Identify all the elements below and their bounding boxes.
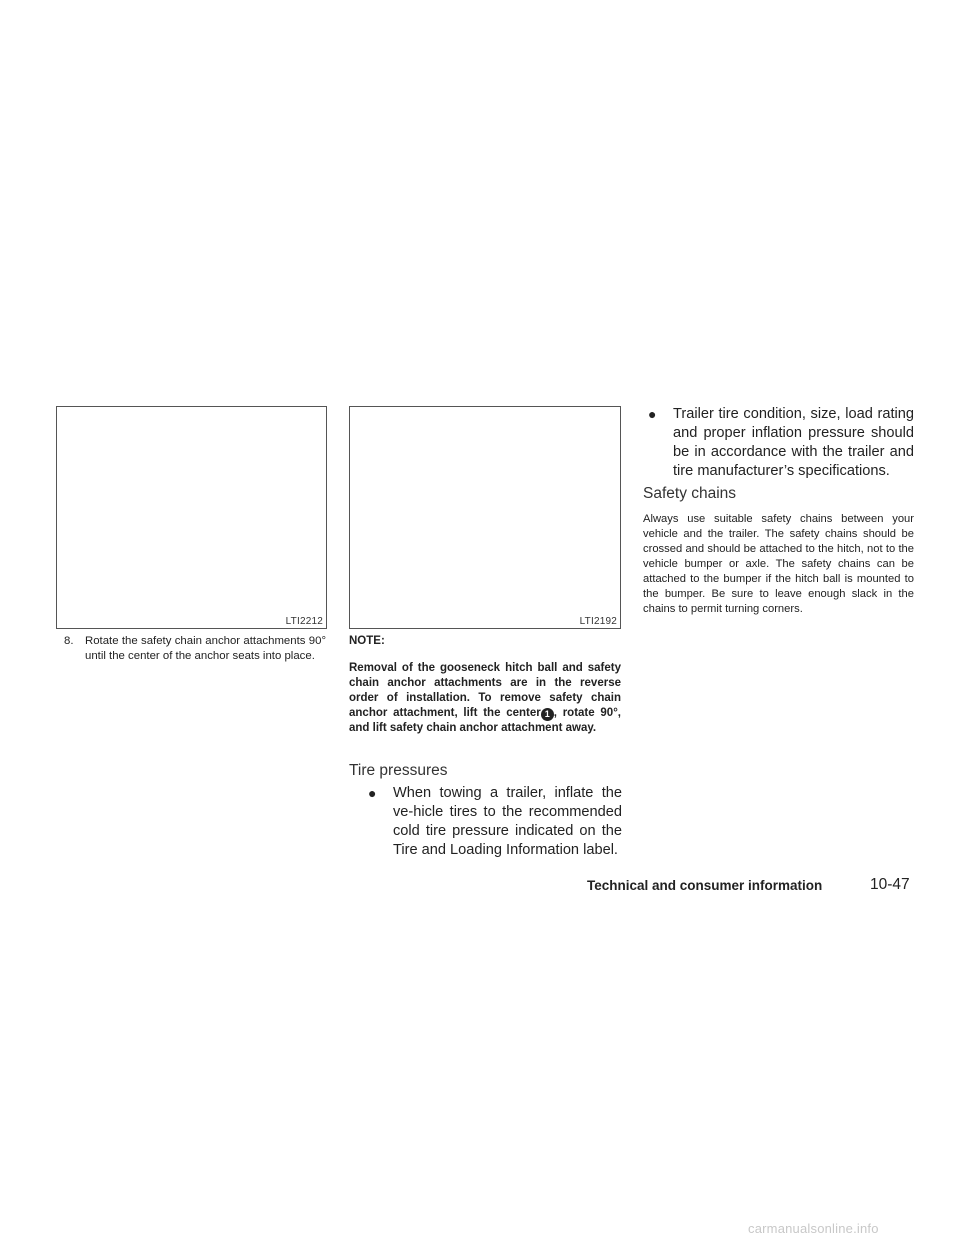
note-text-before: Removal of the gooseneck hitch ball and safety chain anchor attachments are in the reverse order of installation. To remove safety chain anchor attachment, lift the center	[349, 662, 621, 719]
bullet-icon: ●	[368, 785, 377, 801]
footer-section-title: Technical and consumer information	[587, 878, 823, 893]
step-text: Rotate the safety chain anchor attachments 90° until the center of the anchor seats into place.	[85, 635, 326, 662]
figure-gooseneck-removal	[349, 406, 621, 629]
figure-safety-chain-anchor	[56, 406, 327, 629]
figure-code: LTI2212	[285, 616, 323, 627]
watermark: carmanualsonline.info	[748, 1221, 879, 1236]
step-number: 8.	[64, 635, 74, 647]
bullet-icon: ●	[648, 406, 657, 422]
tire-pressures-heading: Tire pressures	[349, 762, 448, 779]
safety-chains-text: Always use suitable safety chains between your vehicle and the trailer. The safety chains should be crossed and should be attached to the hitch, not to the vehicle bumper or axle. The safety chains can be attached to the bumper if the hitch ball is mounted to the bumper. Be sure to leave enough slack in the chains to permit turning corners.	[643, 513, 914, 615]
safety-chains-heading: Safety chains	[643, 485, 737, 502]
step-8	[64, 634, 326, 664]
bullet-text: When towing a trailer, inflate the ve-hicle tires to the recommended cold tire pressure indicated on the Tire and Loading Information label.	[393, 785, 622, 858]
figure-code: LTI2192	[579, 616, 617, 627]
note-label: NOTE:	[349, 635, 385, 647]
tire-pressures-bullet	[368, 784, 622, 860]
trailer-tire-bullet	[648, 405, 914, 481]
page-number: 10-47	[870, 876, 910, 893]
note-text-after: , rotate 90°, and lift safety chain anchor attachment away.	[349, 707, 622, 734]
bullet-text: Trailer tire condition, size, load rating and proper inflation pressure should be in accordance with the trailer and tire manufacturer’s specifications.	[673, 406, 914, 479]
circled-number-icon: 1	[541, 708, 554, 721]
note-text	[349, 661, 621, 736]
